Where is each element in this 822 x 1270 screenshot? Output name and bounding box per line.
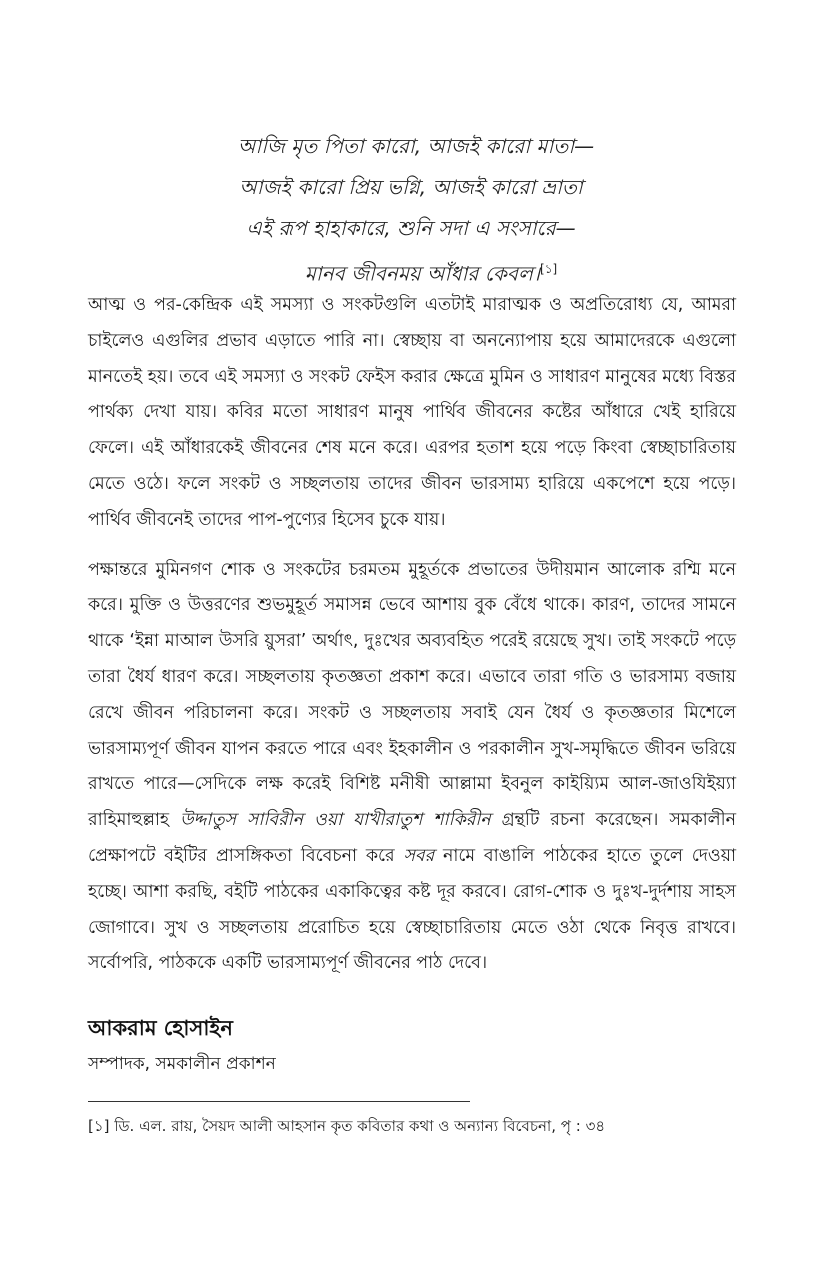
author-name: আকরাম হোসাইন [88,1016,233,1040]
body-text [88,288,736,996]
signature [88,1012,736,1078]
paragraph [88,553,736,983]
paragraph-text: পক্ষান্তরে মুমিনগণ শোক ও সংকটের চরমতম মুহূর্তকে প্রভাতের উদীয়মান আলোক রশ্মি মনে করে। মুক্তি ও উত্তরণের শুভমুহূর্ত সমাসন্ন ভেবে আশায় বুক বেঁধে থাকে। কারণ, তাদের সামনে থাকে ‘ইন্না মাআল উসরি য়ুসরা’ অর্থাৎ, দুঃখের অব্যবহিত পরেই রয়েছে সুখ। তাই সংকটে পড়ে তারা ধৈর্য ধারণ করে। সচ্ছলতায় কৃতজ্ঞতা প্রকাশ করে। এভাবে তারা গতি ও ভারসাম্য বজায় রেখে জীবন পরিচালনা করে। সংকট ও সচ্ছলতায় সবাই যেন ধৈর্য ও কৃতজ্ঞতার মিশেলে ভারসাম্যপূর্ণ জীবন যাপন করতে পারে এবং ইহকালীন ও পরকালীন সুখ-সমৃদ্ধিতে জীবন ভরিয়ে রাখতে পারে—সেদিকে লক্ষ করেই বিশিষ্ট মনীষী আল্লামা ইবনুল কাইয়্যিম আল-জাওযিইয়্যা রাহিমাহুল্লাহ [88,559,736,831]
paragraph-text: নামে বাঙালি পাঠকের হাতে তুলে দেওয়া হচ্ছে। আশা করছি, বইটি পাঠকের একাকিত্বের কষ্ট দূর করবে। রোগ-শোক ও দুঃখ-দুর্দশায় সাহস জোগাবে। সুখ ও সচ্ছলতায় প্ররোচিত হয়ে স্বেচ্ছাচারিতায় মেতে ওঠা থেকে নিবৃত্ত রাখবে। সর্বোপরি, পাঠককে একটি ভারসাম্যপূর্ণ জীবনের পাঠ দেবে। [88,845,736,974]
book-name: সবর [403,845,435,866]
paragraph-text: গ্রন্থটি রচনা করেছেন। সমকালীন প্রেক্ষাপটে বইটির প্রাসঙ্গিকতা বিবেচনা করে [88,810,736,866]
poem-quote [0,126,822,295]
author-role: সম্পাদক, সমকালীন প্রকাশন [88,1054,276,1074]
footnote: [১] ডি. এল. রায়, সৈয়দ আলী আহসান কৃত কবিতার কথা ও অন্যান্য বিবেচনা, পৃ : ৩৪ [88,1117,606,1135]
poem-line-text: মানব জীবনময় আঁধার কেবল। [304,261,541,286]
poem-line: এই রূপ হাহাকারে, শুনি সদা এ সংসারে— [246,216,576,240]
book-title: উদ্দাতুস সাবিরীন ওয়া যাখীরাতুশ শাকিরীন [180,810,491,831]
poem-line: আজি মৃত পিতা কারো, আজই কারো মাতা— [237,134,595,158]
footnote-reference[interactable]: [১] [540,262,558,276]
paragraph: আত্ম ও পর-কেন্দ্রিক এই সমস্যা ও সংকটগুলি এতটাই মারাত্মক ও অপ্রতিরোধ্য যে, আমরা চাইলেও এগুলির প্রভাব এড়াতে পারি না। স্বেচ্ছায় বা অনন্যোপায় হয়ে আমাদেরকে এগুলো মানতেই হয়। তবে এই সমস্যা ও সংকট ফেইস করার ক্ষেত্রে মুমিন ও সাধারণ মানুষের মধ্যে বিস্তর পার্থক্য দেখা যায়। কবির মতো সাধারণ মানুষ পার্থিব জীবনের কষ্টের আঁধারে খেই হারিয়ে ফেলে। এই আঁধারকেই জীবনের শেষ মনে করে। এরপর হতাশ হয়ে পড়ে কিংবা স্বেচ্ছাচারিতায় মেতে ওঠে। ফলে সংকট ও সচ্ছলতায় তাদের জীবন ভারসাম্য হারিয়ে একপেশে হয়ে পড়ে। পার্থিব জীবনেই তাদের পাপ-পুণ্যের হিসেব চুকে যায়। [88,295,736,530]
footnote-divider [88,1101,470,1102]
poem-line: আজই কারো প্রিয় ভগ্নি, আজই কারো ভ্রাতা [239,175,583,199]
